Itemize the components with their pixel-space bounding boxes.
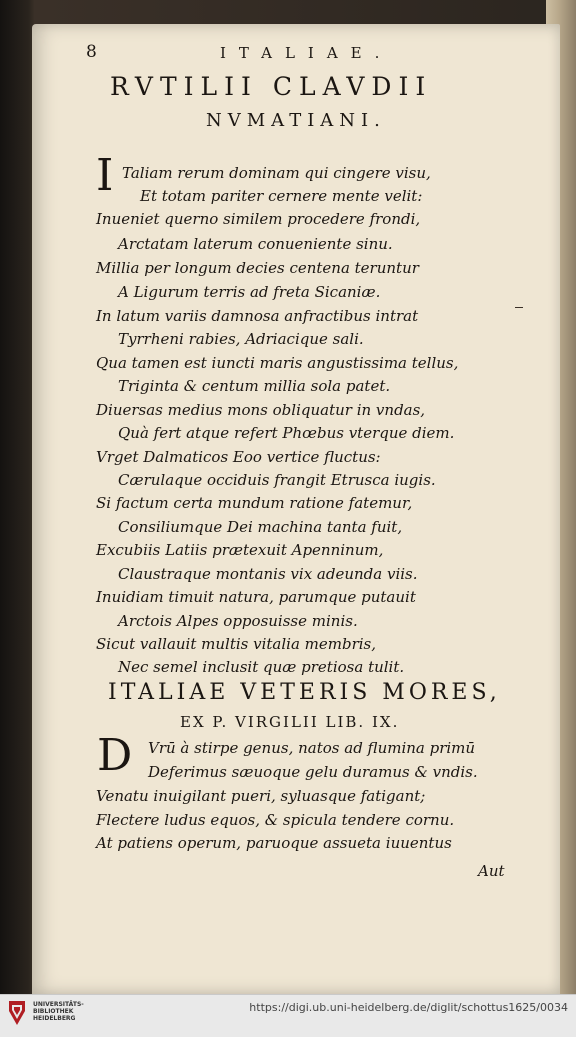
poem-title-author: RVTILII CLAVDII <box>110 72 433 101</box>
running-head: ITALIAE. <box>220 44 393 62</box>
drop-cap-initial: D <box>97 730 133 781</box>
verse-line: Arctois Alpes opposuisse minis. <box>118 612 358 630</box>
verse-line: Claustraque montanis vix adeunda viis. <box>118 565 418 583</box>
verse-line: Venatu inuigilant pueri, syluasque fatigant; <box>96 787 426 805</box>
verse-line: Inuidiam timuit natura, parumque putauit <box>96 588 416 606</box>
verse-line: Tyrrheni rabies, Adriacique sali. <box>118 330 364 348</box>
section-title: ITALIAE VETERIS MORES, <box>108 680 501 705</box>
verse-line: Cærulaque occiduis frangit Etrusca iugis. <box>118 471 436 489</box>
verse-line: A Ligurum terris ad freta Sicaniæ. <box>118 283 381 301</box>
drop-cap-initial: I <box>96 150 114 201</box>
verse-line: Flectere ludus equos, & spicula tendere cornu. <box>96 811 455 829</box>
page-number: 8 <box>86 42 97 62</box>
verse-line: Nec semel inclusit quæ pretiosa tulit. <box>118 658 405 676</box>
verse-line: Vrget Dalmaticos Eoo vertice fluctus: <box>96 448 381 466</box>
verse-line: Arctatam laterum conueniente sinu. <box>118 235 393 253</box>
section-source: EX P. VIRGILII LIB. IX. <box>180 713 400 731</box>
verse-line: Quà fert atque refert Phœbus vterque diem. <box>118 424 455 442</box>
verse-line: Consiliumque Dei machina tanta fuit, <box>118 518 403 536</box>
viewer-footer-bar <box>0 994 576 1037</box>
verse-line: Diuersas medius mons obliquatur in vndas, <box>96 401 426 419</box>
library-name: UNIVERSITÄTS- BIBLIOTHEK HEIDELBERG <box>33 1001 84 1022</box>
verse-line: Qua tamen est iuncti maris angustissima tellus, <box>96 354 459 372</box>
verse-line: Et totam pariter cernere mente velit: <box>140 187 423 205</box>
verse-line: Excubiis Latiis prætexuit Apenninum, <box>96 541 384 559</box>
verse-line: Deferimus sæuoque gelu duramus & vndis. <box>148 763 478 781</box>
verse-line: Si factum certa mundum ratione fatemur, <box>96 494 413 512</box>
verse-line: Taliam rerum dominam qui cingere visu, <box>122 164 431 182</box>
catchword: Aut <box>478 862 505 880</box>
verse-line: Sicut vallauit multis vitalia membris, <box>96 635 377 653</box>
permalink-url[interactable]: https://digi.ub.uni-heidelberg.de/diglit/schottus1625/0034 <box>249 1001 568 1014</box>
verse-line: Inueniet querno similem procedere frondi, <box>96 210 421 228</box>
university-library-logo-icon <box>6 999 28 1027</box>
verse-line: At patiens operum, paruoque assueta iuuentus <box>96 834 452 852</box>
verse-line: In latum variis damnosa anfractibus intrat <box>96 307 419 325</box>
verse-line: Vrū à stirpe genus, natos ad flumina primū <box>148 739 476 757</box>
poem-title-author-cognomen: NVMATIANI. <box>206 110 386 131</box>
verse-line: Triginta & centum millia sola patet. <box>118 377 391 395</box>
verse-line: Millia per longum decies centena teruntur <box>96 259 419 277</box>
